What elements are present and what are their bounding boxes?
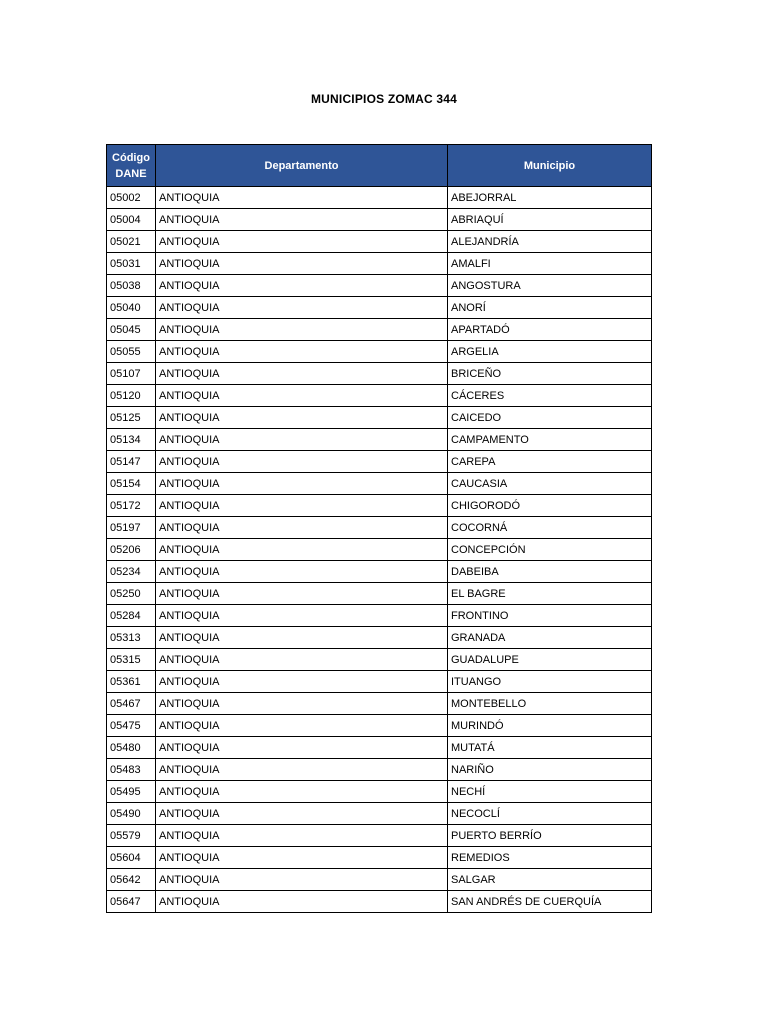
codigo-dane-cell: 05134 bbox=[107, 429, 156, 451]
codigo-dane-cell: 05647 bbox=[107, 891, 156, 913]
codigo-dane-cell: 05480 bbox=[107, 737, 156, 759]
municipio-cell: ANGOSTURA bbox=[448, 275, 652, 297]
table-row bbox=[107, 385, 652, 407]
codigo-dane-cell: 05250 bbox=[107, 583, 156, 605]
table-row bbox=[107, 759, 652, 781]
codigo-dane-cell: 05125 bbox=[107, 407, 156, 429]
departamento-cell: ANTIOQUIA bbox=[156, 231, 448, 253]
municipio-cell: ABEJORRAL bbox=[448, 187, 652, 209]
departamento-cell: ANTIOQUIA bbox=[156, 671, 448, 693]
municipio-cell: REMEDIOS bbox=[448, 847, 652, 869]
codigo-dane-cell: 05002 bbox=[107, 187, 156, 209]
municipio-cell: SAN ANDRÉS DE CUERQUÍA bbox=[448, 891, 652, 913]
departamento-cell: ANTIOQUIA bbox=[156, 737, 448, 759]
departamento-cell: ANTIOQUIA bbox=[156, 209, 448, 231]
departamento-cell: ANTIOQUIA bbox=[156, 693, 448, 715]
municipio-cell: GUADALUPE bbox=[448, 649, 652, 671]
municipio-cell: CHIGORODÓ bbox=[448, 495, 652, 517]
municipio-cell: ARGELIA bbox=[448, 341, 652, 363]
codigo-dane-cell: 05021 bbox=[107, 231, 156, 253]
codigo-dane-cell: 05031 bbox=[107, 253, 156, 275]
municipio-cell: ABRIAQUÍ bbox=[448, 209, 652, 231]
departamento-cell: ANTIOQUIA bbox=[156, 649, 448, 671]
codigo-dane-cell: 05361 bbox=[107, 671, 156, 693]
table-row bbox=[107, 561, 652, 583]
departamento-cell: ANTIOQUIA bbox=[156, 187, 448, 209]
codigo-dane-cell: 05120 bbox=[107, 385, 156, 407]
header-codigo-dane: Código DANE bbox=[107, 145, 156, 187]
municipio-cell: BRICEÑO bbox=[448, 363, 652, 385]
departamento-cell: ANTIOQUIA bbox=[156, 341, 448, 363]
codigo-dane-cell: 05490 bbox=[107, 803, 156, 825]
table-row bbox=[107, 627, 652, 649]
table-row bbox=[107, 363, 652, 385]
table-header-row bbox=[107, 145, 652, 187]
municipio-cell: MUTATÁ bbox=[448, 737, 652, 759]
codigo-dane-cell: 05284 bbox=[107, 605, 156, 627]
municipio-cell: NECHÍ bbox=[448, 781, 652, 803]
table-row bbox=[107, 297, 652, 319]
codigo-dane-cell: 05604 bbox=[107, 847, 156, 869]
municipio-cell: NARIÑO bbox=[448, 759, 652, 781]
departamento-cell: ANTIOQUIA bbox=[156, 473, 448, 495]
codigo-dane-cell: 05579 bbox=[107, 825, 156, 847]
table-row bbox=[107, 649, 652, 671]
table-row bbox=[107, 231, 652, 253]
municipio-cell: CAMPAMENTO bbox=[448, 429, 652, 451]
departamento-cell: ANTIOQUIA bbox=[156, 319, 448, 341]
codigo-dane-cell: 05197 bbox=[107, 517, 156, 539]
codigo-dane-cell: 05045 bbox=[107, 319, 156, 341]
departamento-cell: ANTIOQUIA bbox=[156, 803, 448, 825]
codigo-dane-cell: 05107 bbox=[107, 363, 156, 385]
header-municipio: Municipio bbox=[448, 145, 652, 187]
departamento-cell: ANTIOQUIA bbox=[156, 759, 448, 781]
codigo-dane-cell: 05313 bbox=[107, 627, 156, 649]
municipio-cell: ANORÍ bbox=[448, 297, 652, 319]
table-row bbox=[107, 187, 652, 209]
departamento-cell: ANTIOQUIA bbox=[156, 781, 448, 803]
table-row bbox=[107, 341, 652, 363]
municipio-cell: SALGAR bbox=[448, 869, 652, 891]
departamento-cell: ANTIOQUIA bbox=[156, 869, 448, 891]
table-row bbox=[107, 891, 652, 913]
codigo-dane-cell: 05055 bbox=[107, 341, 156, 363]
table-body bbox=[107, 187, 652, 913]
codigo-dane-cell: 05154 bbox=[107, 473, 156, 495]
codigo-dane-cell: 05206 bbox=[107, 539, 156, 561]
departamento-cell: ANTIOQUIA bbox=[156, 495, 448, 517]
table-row bbox=[107, 319, 652, 341]
departamento-cell: ANTIOQUIA bbox=[156, 715, 448, 737]
municipio-cell: DABEIBA bbox=[448, 561, 652, 583]
codigo-dane-cell: 05038 bbox=[107, 275, 156, 297]
table-row bbox=[107, 209, 652, 231]
departamento-cell: ANTIOQUIA bbox=[156, 275, 448, 297]
municipios-table bbox=[106, 144, 652, 913]
table-row bbox=[107, 671, 652, 693]
municipio-cell: COCORNÁ bbox=[448, 517, 652, 539]
table-row bbox=[107, 781, 652, 803]
table-row bbox=[107, 517, 652, 539]
codigo-dane-cell: 05040 bbox=[107, 297, 156, 319]
municipio-cell: MONTEBELLO bbox=[448, 693, 652, 715]
municipio-cell: ITUANGO bbox=[448, 671, 652, 693]
page-title: MUNICIPIOS ZOMAC 344 bbox=[310, 92, 458, 106]
header-departamento: Departamento bbox=[156, 145, 448, 187]
departamento-cell: ANTIOQUIA bbox=[156, 517, 448, 539]
table-row bbox=[107, 451, 652, 473]
table-row bbox=[107, 407, 652, 429]
municipio-cell: CAREPA bbox=[448, 451, 652, 473]
table-row bbox=[107, 693, 652, 715]
departamento-cell: ANTIOQUIA bbox=[156, 605, 448, 627]
table-row bbox=[107, 715, 652, 737]
codigo-dane-cell: 05495 bbox=[107, 781, 156, 803]
codigo-dane-cell: 05642 bbox=[107, 869, 156, 891]
departamento-cell: ANTIOQUIA bbox=[156, 297, 448, 319]
codigo-dane-cell: 05147 bbox=[107, 451, 156, 473]
municipio-cell: CAICEDO bbox=[448, 407, 652, 429]
table-row bbox=[107, 605, 652, 627]
table-row bbox=[107, 869, 652, 891]
departamento-cell: ANTIOQUIA bbox=[156, 407, 448, 429]
municipio-cell: MURINDÓ bbox=[448, 715, 652, 737]
departamento-cell: ANTIOQUIA bbox=[156, 847, 448, 869]
codigo-dane-cell: 05315 bbox=[107, 649, 156, 671]
table-row bbox=[107, 495, 652, 517]
departamento-cell: ANTIOQUIA bbox=[156, 253, 448, 275]
municipio-cell: GRANADA bbox=[448, 627, 652, 649]
departamento-cell: ANTIOQUIA bbox=[156, 429, 448, 451]
municipio-cell: FRONTINO bbox=[448, 605, 652, 627]
codigo-dane-cell: 05475 bbox=[107, 715, 156, 737]
table-row bbox=[107, 737, 652, 759]
departamento-cell: ANTIOQUIA bbox=[156, 583, 448, 605]
municipio-cell: AMALFI bbox=[448, 253, 652, 275]
table-row bbox=[107, 825, 652, 847]
departamento-cell: ANTIOQUIA bbox=[156, 891, 448, 913]
codigo-dane-cell: 05234 bbox=[107, 561, 156, 583]
municipio-cell: ALEJANDRÍA bbox=[448, 231, 652, 253]
municipio-cell: PUERTO BERRÍO bbox=[448, 825, 652, 847]
table-row bbox=[107, 803, 652, 825]
table-row bbox=[107, 847, 652, 869]
departamento-cell: ANTIOQUIA bbox=[156, 539, 448, 561]
table-row bbox=[107, 429, 652, 451]
municipio-cell: CÁCERES bbox=[448, 385, 652, 407]
codigo-dane-cell: 05004 bbox=[107, 209, 156, 231]
departamento-cell: ANTIOQUIA bbox=[156, 385, 448, 407]
table-row bbox=[107, 253, 652, 275]
municipio-cell: CONCEPCIÓN bbox=[448, 539, 652, 561]
municipio-cell: CAUCASIA bbox=[448, 473, 652, 495]
codigo-dane-cell: 05467 bbox=[107, 693, 156, 715]
table-row bbox=[107, 583, 652, 605]
departamento-cell: ANTIOQUIA bbox=[156, 363, 448, 385]
departamento-cell: ANTIOQUIA bbox=[156, 561, 448, 583]
departamento-cell: ANTIOQUIA bbox=[156, 451, 448, 473]
municipio-cell: EL BAGRE bbox=[448, 583, 652, 605]
municipio-cell: APARTADÓ bbox=[448, 319, 652, 341]
departamento-cell: ANTIOQUIA bbox=[156, 627, 448, 649]
table-row bbox=[107, 275, 652, 297]
departamento-cell: ANTIOQUIA bbox=[156, 825, 448, 847]
municipio-cell: NECOCLÍ bbox=[448, 803, 652, 825]
codigo-dane-cell: 05172 bbox=[107, 495, 156, 517]
codigo-dane-cell: 05483 bbox=[107, 759, 156, 781]
table-row bbox=[107, 539, 652, 561]
table-row bbox=[107, 473, 652, 495]
